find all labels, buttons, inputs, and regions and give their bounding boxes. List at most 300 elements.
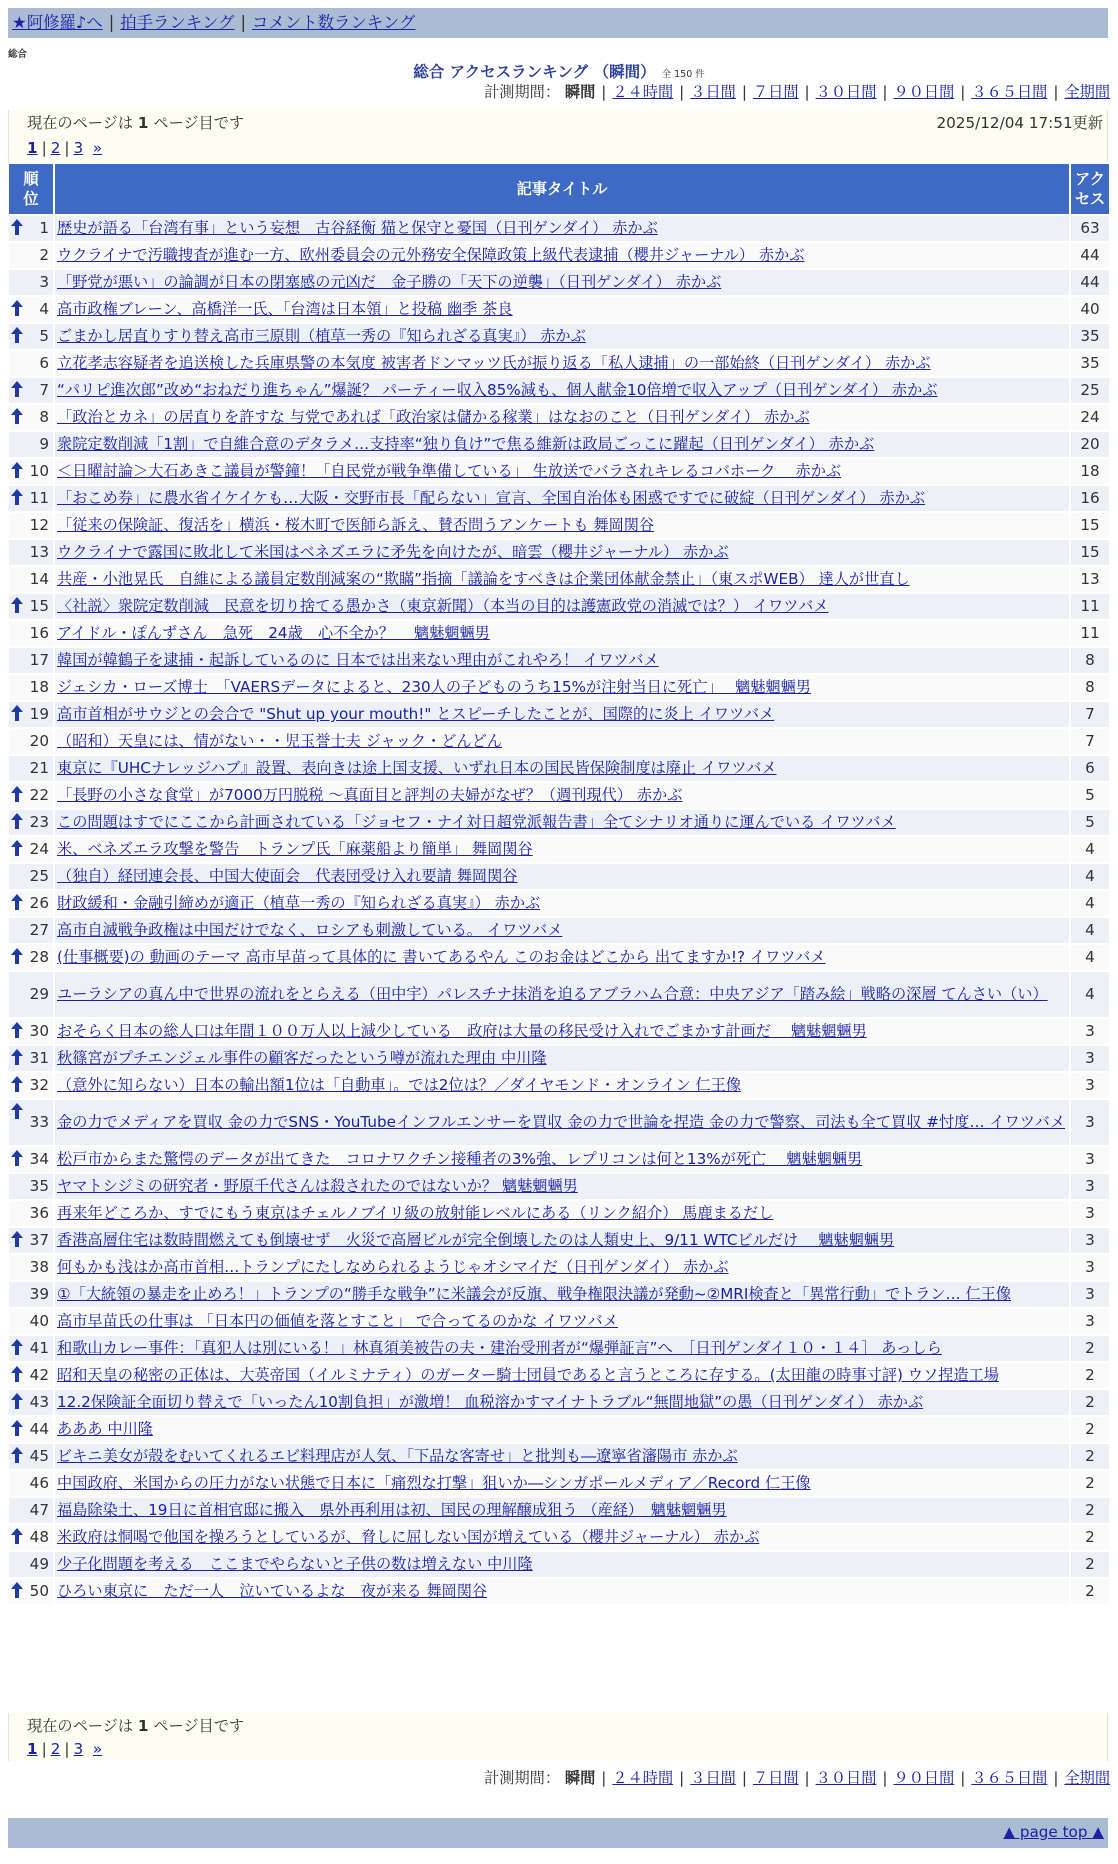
- access-count: 15: [1071, 540, 1109, 565]
- rank-up-arrow-icon: [11, 1582, 23, 1598]
- title-cell: [55, 1363, 1069, 1388]
- access-count: 3: [1071, 1100, 1109, 1145]
- rank-cell: [9, 729, 53, 754]
- rank-number: 8: [39, 408, 49, 426]
- access-count: 2: [1071, 1471, 1109, 1496]
- access-count: 16: [1071, 486, 1109, 511]
- access-count: 44: [1071, 243, 1109, 268]
- table-row: [9, 1390, 1109, 1415]
- title-cell: [55, 783, 1069, 808]
- rank-up-arrow-icon: [11, 1339, 23, 1355]
- rank-number: 36: [29, 1204, 49, 1222]
- access-count: 11: [1071, 621, 1109, 646]
- article-title-link[interactable]: “パリピ進次郎”改め“おねだり進ちゃん”爆誕？ パーティー収入85%減も、個人献金10倍増で収入アップ（日刊ゲンダイ） 赤かぶ: [57, 381, 938, 399]
- title-cell: [55, 972, 1069, 1017]
- access-count: 4: [1071, 918, 1109, 943]
- rank-number: 26: [29, 894, 49, 912]
- access-count: 2: [1071, 1390, 1109, 1415]
- rank-number: 46: [29, 1474, 49, 1492]
- section-label: 総合: [8, 49, 28, 60]
- table-row: [9, 1444, 1109, 1469]
- article-title-link[interactable]: 財政緩和・金融引締めが適正（植草一秀の『知られざる真実』） 赤かぶ: [57, 894, 541, 912]
- rank-up-arrow-icon: [11, 489, 23, 505]
- rank-number: 34: [29, 1150, 49, 1168]
- title-cell: [55, 378, 1069, 403]
- rank-number: 22: [29, 786, 49, 804]
- table-row: [9, 1471, 1109, 1496]
- access-count: 20: [1071, 432, 1109, 457]
- table-row: [9, 216, 1109, 241]
- rank-cell: [9, 324, 53, 349]
- title-cell: [55, 1579, 1069, 1604]
- rank-cell: [9, 1255, 53, 1280]
- table-row: [9, 1309, 1109, 1334]
- article-title-link[interactable]: （昭和）天皇には、情がない・・児玉誉士夫 ジャック・どんどん: [57, 732, 502, 750]
- article-title-link[interactable]: 衆院定数削減「1割」で自維合意のデタラメ…支持率“独り負け”で焦る維新は政局ごっこに躍起（日刊ゲンダイ） 赤かぶ: [57, 435, 875, 453]
- period-current: 瞬間: [564, 83, 596, 101]
- rank-number: 4: [39, 300, 49, 318]
- rank-cell: [9, 702, 53, 727]
- rank-up-arrow-icon: [11, 1420, 23, 1436]
- access-count: 11: [1071, 594, 1109, 619]
- period-label: 計測期間：: [484, 83, 561, 101]
- table-row: [9, 270, 1109, 295]
- period-link-7d[interactable]: ７日間: [752, 1769, 799, 1787]
- table-row: [9, 297, 1109, 322]
- rank-number: 19: [29, 705, 49, 723]
- period-link-all[interactable]: 全期間: [1064, 83, 1110, 101]
- rank-number: 24: [29, 840, 49, 858]
- rank-up-arrow-icon: [11, 786, 23, 802]
- period-link-30d[interactable]: ３０日間: [815, 1769, 877, 1787]
- title-cell: [55, 918, 1069, 943]
- table-row: [9, 243, 1109, 268]
- rank-number: 11: [29, 489, 49, 507]
- title-cell: [55, 351, 1069, 376]
- rank-number: 43: [29, 1393, 49, 1411]
- rank-number: 47: [29, 1501, 49, 1519]
- rank-cell: [9, 918, 53, 943]
- article-title-link[interactable]: この問題はすでにここから計画されている「ジョセフ・ナイ対日超党派報告書」全てシナリオ通りに運んでいる イワツバメ: [57, 813, 896, 831]
- rank-number: 6: [39, 354, 49, 372]
- rank-cell: [9, 891, 53, 916]
- title-cell: [55, 1498, 1069, 1523]
- access-count: 44: [1071, 270, 1109, 295]
- current-page-prefix: 現在のページは: [27, 1717, 134, 1735]
- table-row: [9, 810, 1109, 835]
- rank-cell: [9, 621, 53, 646]
- period-link-90d[interactable]: ９０日間: [893, 83, 955, 101]
- header-title: 記事タイトル: [55, 164, 1069, 214]
- period-link-7d[interactable]: ７日間: [752, 83, 799, 101]
- article-title-link[interactable]: 「従来の保険証、復活を」横浜・桜木町で医師ら訴え、賛否問うアンケートも 舞岡関谷: [57, 516, 655, 534]
- article-title-link[interactable]: 高市自滅戦争政権は中国だけでなく、ロシアも刺激している。 イワツバメ: [57, 921, 563, 939]
- table-row: [9, 594, 1109, 619]
- article-title-link[interactable]: 昭和天皇の秘密の正体は、大英帝国（イルミナティ）のガーター騎士団員であると言うところに存する。(太田龍の時事寸評) ウソ捏造工場: [57, 1366, 999, 1384]
- table-row: [9, 1498, 1109, 1523]
- access-count: 3: [1071, 1282, 1109, 1307]
- rank-cell: [9, 1498, 53, 1523]
- rank-number: 38: [29, 1258, 49, 1276]
- period-selector-top: 計測期間： 瞬間 | ２４時間 | ３日間 | ７日間 | ３０日間 | ９０日間 | ３６５日間 | 全期間: [484, 83, 1110, 101]
- period-link-3d[interactable]: ３日間: [690, 1769, 736, 1787]
- page-next-link[interactable]: »: [92, 139, 103, 157]
- table-row: [9, 918, 1109, 943]
- title-cell: [55, 216, 1069, 241]
- current-page-text-bottom: [27, 1716, 244, 1736]
- table-row: [9, 486, 1109, 511]
- title-cell: [55, 621, 1069, 646]
- title-cell: [55, 540, 1069, 565]
- ranking-table-wrapper: [8, 162, 1108, 1606]
- table-row: [9, 459, 1109, 484]
- table-row: [9, 729, 1109, 754]
- rank-cell: [9, 432, 53, 457]
- rank-number: 9: [39, 435, 49, 453]
- period-link-24h[interactable]: ２４時間: [612, 83, 674, 101]
- title-cell: [55, 1390, 1069, 1415]
- title-cell: [55, 675, 1069, 700]
- rank-number: 16: [29, 624, 49, 642]
- table-row: [9, 1228, 1109, 1253]
- title-cell: [55, 243, 1069, 268]
- access-count: 7: [1071, 729, 1109, 754]
- table-row: [9, 702, 1109, 727]
- access-count: 7: [1071, 702, 1109, 727]
- rank-number: 1: [39, 219, 49, 237]
- table-row: [9, 513, 1109, 538]
- current-page-prefix: 現在のページは: [27, 114, 134, 132]
- rank-number: 28: [29, 948, 49, 966]
- rank-up-arrow-icon: [11, 462, 23, 478]
- rank-up-arrow-icon: [11, 597, 23, 613]
- article-title-link[interactable]: 高市首相がサウジとの会合で "Shut up your mouth!" とスピーチしたことが、国際的に炎上 イワツバメ: [57, 705, 775, 723]
- rank-up-arrow-icon: [11, 1150, 23, 1166]
- table-row: [9, 1282, 1109, 1307]
- title-cell: [55, 297, 1069, 322]
- clap-ranking-link[interactable]: 拍手ランキング: [120, 13, 235, 32]
- article-title-link[interactable]: おそらく日本の総人口は年間１００万人以上減少している 政府は大量の移民受け入れでごまかす計画だ 魑魅魍魎男: [57, 1022, 867, 1040]
- title-cell: [55, 1417, 1069, 1442]
- table-row: [9, 756, 1109, 781]
- period-link-3d[interactable]: ３日間: [690, 83, 736, 101]
- rank-number: 32: [29, 1076, 49, 1094]
- title-cell: [55, 1100, 1069, 1145]
- article-title-link[interactable]: ウクライナで汚職捜査が進む一方、欧州委員会の元外務安全保障政策上級代表逮捕（櫻井ジャーナル） 赤かぶ: [57, 246, 805, 264]
- rank-number: 23: [29, 813, 49, 831]
- rank-cell: [9, 1228, 53, 1253]
- access-count: 3: [1071, 1228, 1109, 1253]
- rank-number: 39: [29, 1285, 49, 1303]
- nav-separator: |: [108, 13, 115, 32]
- page-link-3[interactable]: 3: [73, 1740, 84, 1758]
- access-count: 4: [1071, 891, 1109, 916]
- rank-cell: [9, 378, 53, 403]
- access-count: 5: [1071, 783, 1109, 808]
- rank-cell: [9, 243, 53, 268]
- rank-up-arrow-icon: [11, 948, 23, 964]
- article-title-link[interactable]: あああ 中川隆: [57, 1420, 153, 1438]
- article-title-link[interactable]: （意外に知らない）日本の輸出額1位は「自動車」。では2位は？／ダイヤモンド・オンライン 仁王像: [57, 1076, 742, 1094]
- rank-number: 41: [29, 1339, 49, 1357]
- access-count: 35: [1071, 324, 1109, 349]
- rank-cell: [9, 513, 53, 538]
- table-row: [9, 1417, 1109, 1442]
- rank-cell: [9, 405, 53, 430]
- article-title-link[interactable]: 福島除染土、19日に首相官邸に搬入 県外再利用は初、国民の理解醸成狙う （産経） 魑魅魍魎男: [57, 1501, 727, 1519]
- article-title-link[interactable]: ユーラシアの真ん中で世界の流れをとらえる（田中宇）パレスチナ抹消を迫るアブラハム合意：中央アジア「踏み絵」戦略の深層 てんさい（い）: [57, 985, 1048, 1003]
- rank-cell: [9, 864, 53, 889]
- rank-cell: [9, 756, 53, 781]
- rank-number: 50: [29, 1582, 49, 1600]
- rank-cell: [9, 945, 53, 970]
- access-count: 15: [1071, 513, 1109, 538]
- period-link-90d[interactable]: ９０日間: [893, 1769, 955, 1787]
- article-title-link[interactable]: ビキニ美女が殻をむいてくれるエビ料理店が人気、「下品な客寄せ」と批判も―遼寧省瀋陽市 赤かぶ: [57, 1447, 738, 1465]
- access-count: 8: [1071, 675, 1109, 700]
- rank-number: 20: [29, 732, 49, 750]
- article-title-link[interactable]: 「長野の小さな食堂」が7000万円脱税 ～真面目と評判の夫婦がなぜ？（週刊現代） 赤かぶ: [57, 786, 683, 804]
- rank-cell: [9, 1019, 53, 1044]
- article-title-link[interactable]: 韓国が韓鶴子を逮捕・起訴しているのに 日本では出来ない理由がこれやろ！ イワツバメ: [57, 651, 659, 669]
- access-count: 2: [1071, 1417, 1109, 1442]
- title-cell: [55, 1282, 1069, 1307]
- article-title-link[interactable]: ひろい東京に ただ一人 泣いているよな 夜が来る 舞岡関谷: [57, 1582, 488, 1600]
- article-title-link[interactable]: 12.2保険証全面切り替えで「いったん10割負担」が激増！ 血税溶かすマイナトラブル“無間地獄”の愚（日刊ゲンダイ） 赤かぶ: [57, 1393, 924, 1411]
- rank-cell: [9, 216, 53, 241]
- access-count: 3: [1071, 1174, 1109, 1199]
- table-row: [9, 1336, 1109, 1361]
- title-cell: [55, 756, 1069, 781]
- rank-number: 30: [29, 1022, 49, 1040]
- rank-up-arrow-icon: [11, 408, 23, 424]
- article-title-link[interactable]: 〈社説〉衆院定数削減 民意を切り捨てる愚かさ（東京新聞）（本当の目的は護憲政党の消滅では？） イワツバメ: [57, 597, 829, 615]
- article-title-link[interactable]: 再来年どころか、すでにもう東京はチェルノブイリ級の放射能レベルにある（リンク紹介） 馬鹿まるだし: [57, 1204, 774, 1222]
- page-link-1[interactable]: 1: [27, 139, 38, 157]
- comment-ranking-link[interactable]: コメント数ランキング: [252, 13, 416, 32]
- rank-up-arrow-icon: [11, 1447, 23, 1463]
- table-row: [9, 837, 1109, 862]
- title-cell: [55, 891, 1069, 916]
- rank-cell: [9, 1174, 53, 1199]
- rank-cell: [9, 1471, 53, 1496]
- table-row: [9, 1019, 1109, 1044]
- article-title-link[interactable]: （独自）経団連会長、中国大使面会 代表団受け入れ要請 舞岡関谷: [57, 867, 518, 885]
- period-link-30d[interactable]: ３０日間: [815, 83, 877, 101]
- table-row: [9, 1255, 1109, 1280]
- rank-cell: [9, 1579, 53, 1604]
- article-title-link[interactable]: ①「大統領の暴走を止めろ！」トランプの“勝手な戦争”に米議会が反旗、戦争権限決議が発動~②MRI検査と「異常行動」でトラン… 仁王像: [57, 1285, 1012, 1303]
- access-count: 2: [1071, 1579, 1109, 1604]
- rank-up-arrow-icon: [11, 1022, 23, 1038]
- rank-up-arrow-icon: [11, 1393, 23, 1409]
- article-title-link[interactable]: 「おこめ券」に農水省イケイケも…大阪・交野市長「配らない」宣言、全国自治体も困惑ですでに破綻（日刊ゲンダイ） 赤かぶ: [57, 489, 926, 507]
- article-title-link[interactable]: 高市早苗氏の仕事は 「日本円の価値を落とすこと」 で合ってるのかな イワツバメ: [57, 1312, 618, 1330]
- page-link-2[interactable]: 2: [50, 139, 61, 157]
- rank-cell: [9, 1282, 53, 1307]
- rank-up-arrow-icon: [11, 1366, 23, 1382]
- table-row: [9, 648, 1109, 673]
- table-row: [9, 1363, 1109, 1388]
- rank-number: 25: [29, 867, 49, 885]
- article-title-link[interactable]: ヤマトシジミの研究者・野原千代さんは殺されたのではないか？ 魑魅魍魎男: [57, 1177, 578, 1195]
- home-link[interactable]: ★阿修羅♪へ: [12, 13, 103, 32]
- access-count: 2: [1071, 1363, 1109, 1388]
- page-next-link[interactable]: »: [92, 1740, 103, 1758]
- title-cell: [55, 324, 1069, 349]
- rank-number: 10: [29, 462, 49, 480]
- article-title-link[interactable]: 「野党が悪い」の論調が日本の閉塞感の元凶だ 金子勝の「天下の逆襲」（日刊ゲンダイ） 赤かぶ: [57, 273, 722, 291]
- title-cell: [55, 864, 1069, 889]
- article-title-link[interactable]: 香港高層住宅は数時間燃えても倒壊せず 火災で高層ビルが完全倒壊したのは人類史上、9/11 WTCビルだけ 魑魅魍魎男: [57, 1231, 895, 1249]
- table-row: [9, 1201, 1109, 1226]
- article-title-link[interactable]: アイドル・ぽんずさん 急死 24歳 心不全か？ 魑魅魍魎男: [57, 624, 490, 642]
- article-title-link[interactable]: ジェシカ・ローズ博士 「VAERSデータによると、230人の子どものうち15%が注射当日に死亡」 魑魅魍魎男: [57, 678, 811, 696]
- rank-up-arrow-icon: [11, 1528, 23, 1544]
- article-title-link[interactable]: 少子化問題を考える ここまでやらないと子供の数は増えない 中川隆: [57, 1555, 533, 1573]
- access-count: 4: [1071, 945, 1109, 970]
- title-cell: [55, 486, 1069, 511]
- access-count: 25: [1071, 378, 1109, 403]
- page-link-2[interactable]: 2: [50, 1740, 61, 1758]
- rank-number: 5: [39, 327, 49, 345]
- current-page-text: [27, 113, 244, 133]
- title-cell: [55, 594, 1069, 619]
- top-nav-bar: [8, 8, 1108, 38]
- table-row: [9, 378, 1109, 403]
- article-title-link[interactable]: 米政府は恫喝で他国を操ろうとしているが、脅しに屈しない国が増えている（櫻井ジャーナル） 赤かぶ: [57, 1528, 760, 1546]
- header-access: アクセス: [1071, 164, 1109, 214]
- rank-up-arrow-icon: [11, 1231, 23, 1247]
- rank-number: 12: [29, 516, 49, 534]
- access-count: 2: [1071, 1336, 1109, 1361]
- rank-cell: [9, 1046, 53, 1071]
- article-title-link[interactable]: 歴史が語る「台湾有事」という妄想 古谷経衡 猫と保守と憂国（日刊ゲンダイ） 赤かぶ: [57, 219, 658, 237]
- access-count: 63: [1071, 216, 1109, 241]
- period-link-365d[interactable]: ３６５日間: [971, 83, 1048, 101]
- page-top-link[interactable]: ▲ page top ▲: [1003, 1823, 1104, 1841]
- rank-cell: [9, 486, 53, 511]
- header-rank: 順位: [9, 164, 53, 214]
- table-row: [9, 540, 1109, 565]
- table-row: [9, 351, 1109, 376]
- title-cell: [55, 405, 1069, 430]
- access-count: 3: [1071, 1046, 1109, 1071]
- rank-up-arrow-icon: [11, 705, 23, 721]
- title-cell: [55, 1073, 1069, 1098]
- title-cell: [55, 702, 1069, 727]
- access-count: 2: [1071, 1525, 1109, 1550]
- period-link-24h[interactable]: ２４時間: [612, 1769, 674, 1787]
- title-cell: [55, 648, 1069, 673]
- title-cell: [55, 270, 1069, 295]
- table-row: [9, 891, 1109, 916]
- rank-cell: [9, 459, 53, 484]
- rank-number: 3: [39, 273, 49, 291]
- access-count: 35: [1071, 351, 1109, 376]
- rank-number: 40: [29, 1312, 49, 1330]
- article-title-link[interactable]: ウクライナで露国に敗北して米国はベネズエラに矛先を向けたが、暗雲（櫻井ジャーナル） 赤かぶ: [57, 543, 729, 561]
- rank-cell: [9, 297, 53, 322]
- article-title-link[interactable]: ＜日曜討論＞大石あきこ議員が警鐘！「自民党が戦争準備している」 生放送でバラされキレるコバホーク 赤かぶ: [57, 462, 842, 480]
- title-cell: [55, 1309, 1069, 1334]
- article-title-link[interactable]: 高市政権ブレーン、高橋洋一氏、「台湾は日本領」と投稿 幽季 茶良: [57, 300, 513, 318]
- title-cell: [55, 567, 1069, 592]
- page-info-bottom: [8, 1713, 1108, 1761]
- rank-number: 17: [29, 651, 49, 669]
- table-row: [9, 1525, 1109, 1550]
- table-row: [9, 405, 1109, 430]
- rank-cell: [9, 810, 53, 835]
- article-title-link[interactable]: 中国政府、米国からの圧力がない状態で日本に「痛烈な打撃」狙いか―シンガポールメディア／Record 仁王像: [57, 1474, 811, 1492]
- article-title-link[interactable]: 和歌山カレー事件：「真犯人は別にいる！」林真須美被告の夫・建治受刑者が“爆弾証言”へ ［日刊ゲンダイ１０・１４］ あっしら: [57, 1339, 942, 1357]
- rank-number: 44: [29, 1420, 49, 1438]
- rank-cell: [9, 1201, 53, 1226]
- rank-cell: [9, 1100, 53, 1145]
- title-cell: [55, 945, 1069, 970]
- title-cell: [55, 513, 1069, 538]
- article-title-link[interactable]: 松戸市からまた驚愕のデータが出てきた コロナワクチン接種者の3%強、レプリコンは何と13%が死亡 魑魅魍魎男: [57, 1150, 863, 1168]
- table-row: [9, 864, 1109, 889]
- article-title-link[interactable]: 秋篠宮がプチエンジェル事件の顧客だったという噂が流れた理由 中川隆: [57, 1049, 547, 1067]
- title-cell: [55, 1228, 1069, 1253]
- access-count: 4: [1071, 837, 1109, 862]
- rank-up-arrow-icon: [11, 381, 23, 397]
- article-title-link[interactable]: ごまかし居直りすり替え高市三原則（植草一秀の『知られざる真実』） 赤かぶ: [57, 327, 586, 345]
- page-link-3[interactable]: 3: [73, 139, 84, 157]
- table-row: [9, 1552, 1109, 1577]
- rank-number: 31: [29, 1049, 49, 1067]
- current-page-suffix: ページ目です: [153, 1717, 245, 1735]
- rank-number: 33: [29, 1113, 49, 1131]
- rank-number: 37: [29, 1231, 49, 1249]
- access-count: 6: [1071, 756, 1109, 781]
- pagination-top: 1 | 2 | 3 »: [27, 139, 103, 157]
- article-title-link[interactable]: 何もかも浅はか高市首相…トランプにたしなめられるようじゃオシマイだ（日刊ゲンダイ） 赤かぶ: [57, 1258, 729, 1276]
- table-row: [9, 972, 1109, 1017]
- rank-number: 7: [39, 381, 49, 399]
- access-count: 18: [1071, 459, 1109, 484]
- table-row: [9, 567, 1109, 592]
- access-count: 2: [1071, 1552, 1109, 1577]
- access-count: 40: [1071, 297, 1109, 322]
- rank-cell: [9, 1552, 53, 1577]
- rank-cell: [9, 675, 53, 700]
- current-page-number: 1: [137, 114, 149, 132]
- article-title-link[interactable]: 東京に『UHCナレッジハブ』設置、表向きは途上国支援、いずれ日本の国民皆保険制度は廃止 イワツバメ: [57, 759, 777, 777]
- current-page-suffix: ページ目です: [153, 114, 245, 132]
- period-link-365d[interactable]: ３６５日間: [971, 1769, 1048, 1787]
- title-cell: [55, 1255, 1069, 1280]
- table-row: [9, 432, 1109, 457]
- article-title-link[interactable]: 「政治とカネ」の居直りを許すな 与党であれば「政治家は儲かる稼業」はなおのこと（日刊ゲンダイ） 赤かぶ: [57, 408, 810, 426]
- table-row: [9, 1174, 1109, 1199]
- period-link-all[interactable]: 全期間: [1064, 1769, 1110, 1787]
- access-count: 2: [1071, 1498, 1109, 1523]
- rank-cell: [9, 351, 53, 376]
- page-link-1[interactable]: 1: [27, 1740, 38, 1758]
- footer-bar: [8, 1818, 1108, 1848]
- article-title-link[interactable]: 共産・小池晃氏 自維による議員定数削減案の“欺瞞”指摘「議論をすべきは企業団体献金禁止」（東スポWEB） 達人が世直し: [57, 570, 910, 588]
- article-title-link[interactable]: (仕事概要)の 動画のテーマ 高市早苗って具体的に 書いてあるやん このお金はどこから 出てますか!? イワツバメ: [57, 948, 826, 966]
- article-title-link[interactable]: 米、ベネズエラ攻撃を警告 トランプ氏「麻薬船より簡単」 舞岡関谷: [57, 840, 533, 858]
- table-row: [9, 783, 1109, 808]
- rank-cell: [9, 1444, 53, 1469]
- article-title-link[interactable]: 立花孝志容疑者を追送検した兵庫県警の本気度 被害者ドンマッツ氏が振り返る「私人逮捕」の一部始終（日刊ゲンダイ） 赤かぶ: [57, 354, 931, 372]
- rank-up-arrow-icon: [11, 840, 23, 856]
- article-title-link[interactable]: 金の力でメディアを買収 金の力でSNS・YouTubeインフルエンサーを買収 金の力で世論を捏造 金の力で警察、司法も全て買収 #忖度… イワツバメ: [57, 1113, 1066, 1131]
- access-count: 4: [1071, 864, 1109, 889]
